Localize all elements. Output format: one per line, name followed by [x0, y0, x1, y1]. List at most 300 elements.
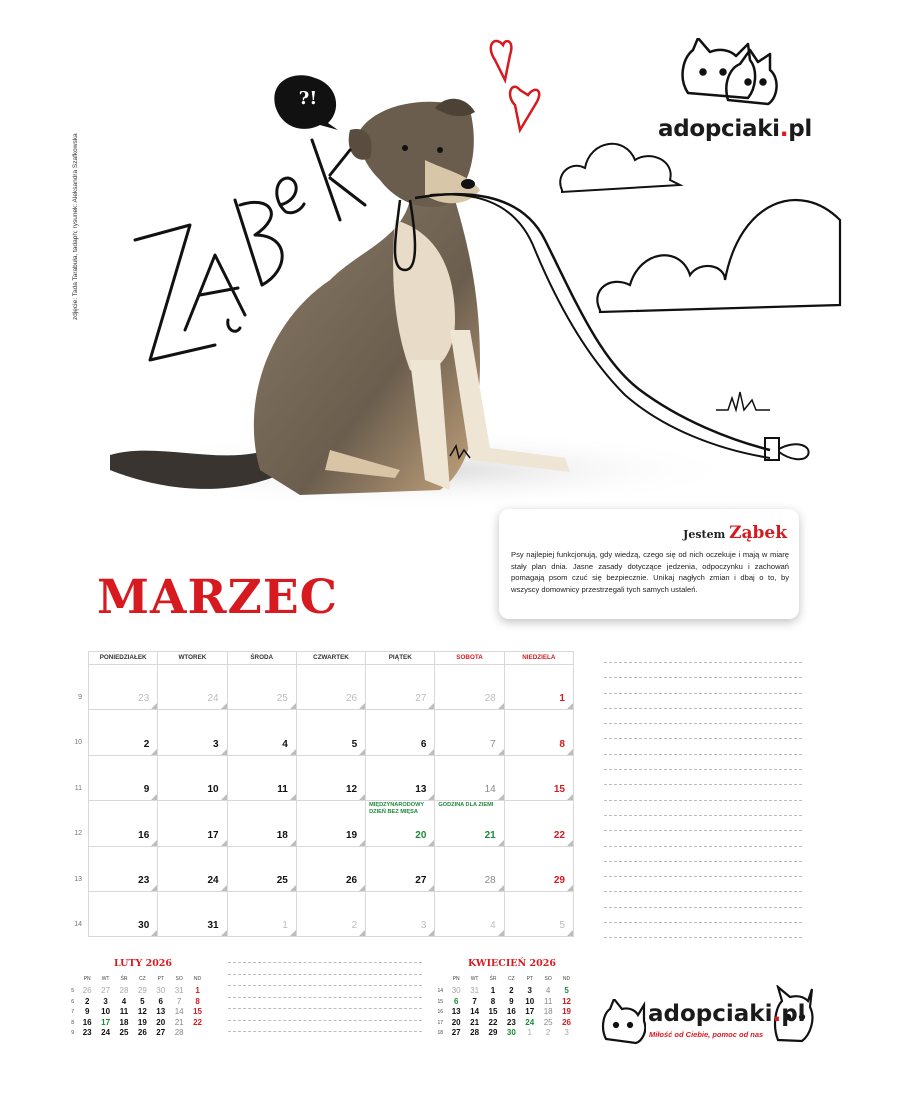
day-number: 28 [484, 874, 496, 886]
note-line [604, 937, 802, 938]
week-row [89, 801, 573, 846]
mini-day: 6 [158, 996, 163, 1006]
mini-dayname: PT [157, 976, 164, 982]
corner-marker [498, 749, 504, 755]
day-cell[interactable] [435, 665, 504, 709]
corner-marker [290, 885, 296, 891]
day-number: 2 [143, 738, 150, 750]
day-cell[interactable] [89, 756, 158, 800]
weekday-2: WTOREK [158, 652, 227, 664]
card-text: Psy najlepiej funkcjonują, gdy wiedzą, czego się od nich oczekuje i mają w miarę stały plan dnia. Jasne zasady dotyczące jedzenia, odpoczynku i zachowań pomagają psom czuć się bezpiecznie. Unikaj nagłych zmian i dbaj o to, by wszyscy domownicy przestrzegali tych samych ustaleń. [511, 550, 789, 594]
mini-day: 24 [525, 1017, 535, 1027]
day-number: 11 [277, 784, 288, 796]
mini-day: 1 [527, 1028, 532, 1037]
mini-day: 19 [137, 1017, 147, 1027]
note-line [228, 1008, 422, 1009]
mini-day: 8 [195, 996, 200, 1006]
note-line [228, 1031, 422, 1032]
speech-bubble-text: ?! [298, 88, 318, 109]
mini-day: 26 [562, 1017, 571, 1027]
mini-day: 1 [195, 986, 200, 995]
note-line [604, 784, 802, 785]
corner-marker [359, 840, 365, 846]
day-cell[interactable] [505, 847, 573, 891]
corner-marker [428, 885, 434, 891]
day-number: 29 [553, 874, 565, 886]
corner-marker [428, 794, 434, 800]
notes-area[interactable] [604, 662, 802, 953]
note-line [604, 708, 802, 709]
corner-marker [359, 749, 365, 755]
mini-day: 30 [506, 1028, 516, 1037]
corner-marker [151, 930, 157, 936]
brand-name-top: adopciaki.pl [658, 116, 812, 142]
day-cell[interactable] [297, 756, 366, 800]
mini-day: 6 [453, 996, 459, 1006]
mini-day: 22 [488, 1017, 498, 1027]
mini-dayname: SO [175, 976, 183, 982]
day-cell[interactable] [505, 801, 573, 845]
note-line [604, 693, 802, 694]
corner-marker [290, 840, 296, 846]
corner-marker [221, 794, 227, 800]
brand-tagline: Miłość od Ciebie, pomoc od nas [649, 1030, 764, 1039]
mini-day: 20 [451, 1017, 461, 1027]
note-line [604, 922, 802, 923]
day-number: 24 [207, 874, 219, 886]
mini-dayname: CZ [508, 976, 515, 982]
mini-dayname: PT [526, 976, 533, 982]
corner-marker [567, 930, 573, 936]
note-line [228, 1020, 422, 1021]
day-cell[interactable] [228, 665, 297, 709]
mini-week-number: 5 [71, 988, 74, 994]
day-cell[interactable] [158, 756, 227, 800]
corner-marker [359, 885, 365, 891]
note-line [604, 876, 802, 877]
day-number: 23 [138, 874, 150, 886]
corner-marker [567, 885, 573, 891]
note-line [228, 974, 422, 975]
mini-day: 21 [470, 1017, 480, 1027]
day-cell[interactable] [435, 801, 504, 845]
corner-marker [290, 794, 296, 800]
mini-day: 12 [562, 996, 571, 1006]
day-number: 10 [207, 784, 219, 796]
mini-week-number: 14 [437, 988, 443, 994]
day-cell[interactable] [158, 847, 227, 891]
cat-dog-logo-icon [678, 38, 788, 108]
week-row [89, 756, 573, 801]
mini-day: 2 [509, 986, 514, 995]
corner-marker [290, 749, 296, 755]
mini-day: 14 [174, 1007, 184, 1016]
day-cell[interactable] [366, 892, 435, 936]
day-number: 26 [346, 874, 358, 886]
mini-day: 10 [101, 1007, 111, 1016]
day-number: 17 [207, 829, 219, 841]
mini-day: 7 [472, 996, 477, 1006]
day-cell[interactable] [435, 847, 504, 891]
note-line [604, 815, 802, 816]
day-cell[interactable] [435, 710, 504, 754]
mini-day: 8 [490, 996, 496, 1006]
corner-marker [151, 840, 157, 846]
note-line [604, 891, 802, 892]
corner-marker [498, 794, 504, 800]
corner-marker [428, 749, 434, 755]
mini-day: 13 [156, 1007, 166, 1016]
mini-day: 29 [488, 1028, 498, 1037]
mini-day: 20 [156, 1017, 166, 1027]
day-number: 20 [415, 829, 427, 841]
mini-day: 27 [101, 986, 111, 995]
week-number: 14 [74, 921, 82, 928]
mini-dayname: ŚR [489, 976, 497, 982]
week-number: 9 [78, 694, 82, 701]
week-row [89, 710, 573, 755]
day-cell[interactable] [89, 801, 158, 845]
mini-day: 18 [543, 1007, 553, 1016]
brand-logo-top[interactable] [650, 38, 820, 148]
holiday-label: GODZINA DLA ZIEMI [438, 802, 494, 809]
note-line [604, 800, 802, 801]
note-line [604, 846, 802, 847]
day-cell[interactable] [89, 710, 158, 754]
day-cell[interactable] [366, 710, 435, 754]
mini-day: 28 [119, 986, 129, 995]
weekday-7: NIEDZIELA [522, 654, 556, 661]
day-cell[interactable] [297, 710, 366, 754]
mini-day: 11 [543, 996, 553, 1006]
day-cell[interactable] [297, 665, 366, 709]
week-row [89, 892, 573, 936]
mini-dayname: ND [562, 976, 571, 982]
corner-marker [567, 840, 573, 846]
mini-day: 7 [176, 996, 182, 1006]
weekday-header [89, 652, 573, 665]
corner-marker [428, 840, 434, 846]
mini-week-row [437, 1007, 576, 1016]
day-cell[interactable] [158, 801, 227, 845]
corner-marker [498, 930, 504, 936]
day-number: 4 [282, 738, 288, 750]
mini-daynames [78, 976, 207, 982]
day-number: 1 [282, 920, 288, 932]
day-number: 24 [207, 693, 219, 705]
corner-marker [359, 794, 365, 800]
mini-dayname: WT [470, 976, 479, 982]
corner-marker [151, 794, 157, 800]
mini-week-row [71, 996, 207, 1006]
week-row [89, 847, 573, 892]
mini-week-number: 8 [71, 1019, 74, 1026]
mini-day: 31 [174, 986, 184, 995]
weekday-4: CZWARTEK [297, 652, 366, 664]
mini-day: 30 [156, 986, 166, 995]
weekday-5: PIĄTEK [366, 652, 435, 664]
mini-day: 16 [82, 1017, 92, 1027]
mini-day: 9 [509, 996, 514, 1006]
mini-week-row [437, 1028, 576, 1037]
day-cell[interactable] [228, 710, 297, 754]
mini-day: 3 [527, 986, 532, 995]
day-number: 27 [415, 874, 427, 886]
day-cell[interactable] [297, 892, 366, 936]
mini-week-number: 18 [437, 1030, 443, 1036]
day-cell[interactable] [505, 710, 573, 754]
day-number: 6 [420, 738, 427, 750]
mini-day: 29 [137, 986, 147, 995]
day-number: 5 [351, 738, 358, 750]
mini-day: 15 [488, 1007, 498, 1016]
photo-credit: zdjęcie: Tada Tarabuła, tadaph; rysunek: Aleksandra Szafkowska [72, 133, 79, 320]
day-number: 2 [351, 920, 358, 932]
corner-marker [567, 794, 573, 800]
day-number: 14 [484, 784, 496, 796]
day-cell[interactable] [505, 892, 573, 936]
day-cell[interactable] [435, 892, 504, 936]
mini-day: 28 [174, 1028, 184, 1037]
corner-marker [151, 885, 157, 891]
mini-week-row [437, 996, 576, 1006]
mini-dayname: ND [193, 976, 202, 982]
day-number: 15 [553, 784, 565, 796]
card-title: Jestem Ząbek [683, 523, 787, 543]
day-number: 23 [138, 693, 150, 705]
day-cell[interactable] [435, 756, 504, 800]
day-number: 25 [276, 693, 288, 705]
day-cell[interactable] [366, 847, 435, 891]
corner-marker [221, 885, 227, 891]
day-number: 3 [213, 738, 219, 750]
mini-day: 14 [470, 1007, 480, 1016]
day-number: 5 [559, 920, 565, 932]
corner-marker [567, 703, 573, 709]
mini-week-row [71, 986, 207, 995]
month-title: MARZEC [97, 570, 339, 625]
note-line [604, 677, 802, 678]
week-number: 13 [74, 875, 82, 883]
mini-day: 22 [193, 1017, 202, 1027]
brand-name-bottom: adopciaki.pl [648, 1001, 806, 1027]
mini-day: 28 [470, 1028, 480, 1037]
day-cell[interactable] [89, 847, 158, 891]
mini-day: 2 [545, 1028, 551, 1037]
mini-day: 9 [84, 1007, 90, 1016]
corner-marker [498, 885, 504, 891]
day-number: 16 [138, 829, 150, 841]
day-cell[interactable] [228, 756, 297, 800]
note-line [604, 723, 802, 724]
corner-marker [428, 703, 434, 709]
cat-logo-icon [600, 999, 646, 1045]
day-number: 4 [490, 920, 496, 932]
mini-calendar-next [437, 958, 597, 1038]
mini-calendar-prev [71, 958, 228, 1038]
day-cell[interactable] [89, 665, 158, 709]
day-number: 30 [138, 920, 150, 932]
note-line [604, 861, 802, 862]
corner-marker [221, 749, 227, 755]
mini-week-number: 7 [71, 1009, 74, 1015]
brand-logo-bottom[interactable] [600, 985, 815, 1055]
week-number: 11 [74, 784, 82, 792]
mini-day: 5 [140, 996, 145, 1006]
weekday-3: ŚRODA [228, 652, 297, 664]
day-number: 7 [490, 738, 496, 750]
day-number: 9 [143, 784, 150, 796]
mini-day: 11 [119, 1007, 129, 1016]
day-number: 1 [559, 693, 565, 705]
day-cell[interactable] [228, 892, 297, 936]
note-line [604, 754, 802, 755]
corner-marker [221, 703, 227, 709]
mini-week-row [71, 1017, 207, 1027]
day-number: 25 [276, 874, 288, 886]
note-line [228, 997, 422, 998]
mini-day: 19 [562, 1007, 571, 1016]
corner-marker [151, 703, 157, 709]
mini-dayname: ŚR [120, 976, 128, 982]
mini-day: 31 [470, 986, 480, 995]
day-cell[interactable] [228, 801, 297, 845]
mini-day: 25 [119, 1028, 129, 1037]
day-cell[interactable] [89, 892, 158, 936]
mini-day: 4 [545, 986, 551, 995]
mini-week-number: 15 [437, 998, 443, 1005]
mini-day: 5 [564, 986, 569, 995]
mini-day: 21 [174, 1017, 184, 1027]
corner-marker [290, 703, 296, 709]
corner-marker [221, 840, 227, 846]
day-number: 19 [346, 829, 358, 841]
day-number: 28 [484, 693, 496, 705]
corner-marker [290, 930, 296, 936]
mini-week-row [71, 1007, 207, 1016]
day-cell[interactable] [366, 756, 435, 800]
note-line [604, 907, 802, 908]
day-number: 8 [559, 738, 565, 750]
day-cell[interactable] [228, 847, 297, 891]
day-number: 13 [415, 784, 427, 796]
mini-day: 26 [82, 986, 92, 995]
day-cell[interactable] [158, 665, 227, 709]
note-line [228, 985, 422, 986]
day-number: 12 [346, 784, 358, 796]
mini-day: 3 [103, 996, 108, 1006]
mini-day: 1 [490, 986, 496, 995]
mini-day: 13 [451, 1007, 461, 1016]
mini-dayname: CZ [139, 976, 146, 982]
week-number: 12 [74, 830, 82, 838]
mini-month-title: LUTY 2026 [113, 958, 173, 969]
mini-week-number: 6 [71, 998, 74, 1005]
week-row [89, 665, 573, 710]
mini-day: 12 [137, 1007, 147, 1016]
corner-marker [221, 930, 227, 936]
corner-marker [359, 930, 365, 936]
mini-week-row [437, 1017, 576, 1027]
mini-notes-area[interactable] [228, 962, 422, 1043]
day-number: 22 [553, 829, 565, 841]
corner-marker [359, 703, 365, 709]
month-calendar-grid [88, 651, 574, 937]
day-cell[interactable] [297, 801, 366, 845]
mini-day: 27 [451, 1028, 461, 1037]
note-line [228, 962, 422, 963]
day-number: 26 [346, 693, 358, 705]
mini-day: 23 [506, 1017, 516, 1027]
mini-day: 2 [84, 996, 90, 1006]
mini-month-title: KWIECIEŃ 2026 [468, 958, 556, 969]
day-cell[interactable] [366, 665, 435, 709]
mini-day: 17 [101, 1017, 111, 1027]
corner-marker [151, 749, 157, 755]
corner-marker [498, 703, 504, 709]
mini-day: 17 [525, 1007, 535, 1016]
note-line [604, 769, 802, 770]
mini-week-number: 9 [71, 1030, 74, 1036]
week-number: 10 [74, 739, 82, 747]
corner-marker [567, 749, 573, 755]
holiday-label: MIĘDZYNARODOWY DZIEŃ BEZ MIĘSA [369, 802, 425, 816]
info-card [499, 509, 799, 619]
mini-week-number: 17 [437, 1019, 443, 1026]
mini-dayname: PN [83, 976, 91, 982]
mini-dayname: PN [452, 976, 460, 982]
day-number: 3 [420, 920, 427, 932]
mini-week-number: 16 [437, 1009, 443, 1015]
mini-day: 4 [121, 996, 127, 1006]
day-cell[interactable] [297, 847, 366, 891]
corner-marker [498, 840, 504, 846]
mini-day [188, 1028, 206, 1037]
mini-week-row [71, 1028, 207, 1037]
mini-week-row [437, 986, 576, 995]
mini-day: 18 [119, 1017, 129, 1027]
day-cell[interactable] [505, 665, 573, 709]
mini-dayname: SO [544, 976, 552, 982]
mini-day: 16 [506, 1007, 516, 1016]
day-cell[interactable] [505, 756, 573, 800]
mini-day: 26 [137, 1028, 147, 1037]
note-line [604, 830, 802, 831]
day-number: 31 [207, 920, 219, 932]
mini-day: 23 [82, 1028, 92, 1037]
mini-dayname: WT [101, 976, 110, 982]
mini-day: 10 [525, 996, 535, 1006]
weekday-6: SOBOTA [435, 652, 504, 664]
mini-day: 25 [543, 1017, 553, 1027]
mini-day: 3 [564, 1028, 569, 1037]
corner-marker [428, 930, 434, 936]
note-line [604, 662, 802, 663]
mini-day: 30 [451, 986, 461, 995]
day-number: 18 [276, 829, 288, 841]
mini-day: 27 [156, 1028, 166, 1037]
day-cell[interactable] [366, 801, 435, 845]
weekday-1: PONIEDZIAŁEK [89, 652, 158, 664]
mini-daynames [447, 976, 576, 982]
mini-day: 15 [193, 1007, 202, 1016]
mini-day: 24 [101, 1028, 111, 1037]
day-cell[interactable] [158, 710, 227, 754]
day-number: 21 [484, 829, 496, 841]
note-line [604, 738, 802, 739]
day-cell[interactable] [158, 892, 227, 936]
day-number: 27 [415, 693, 427, 705]
